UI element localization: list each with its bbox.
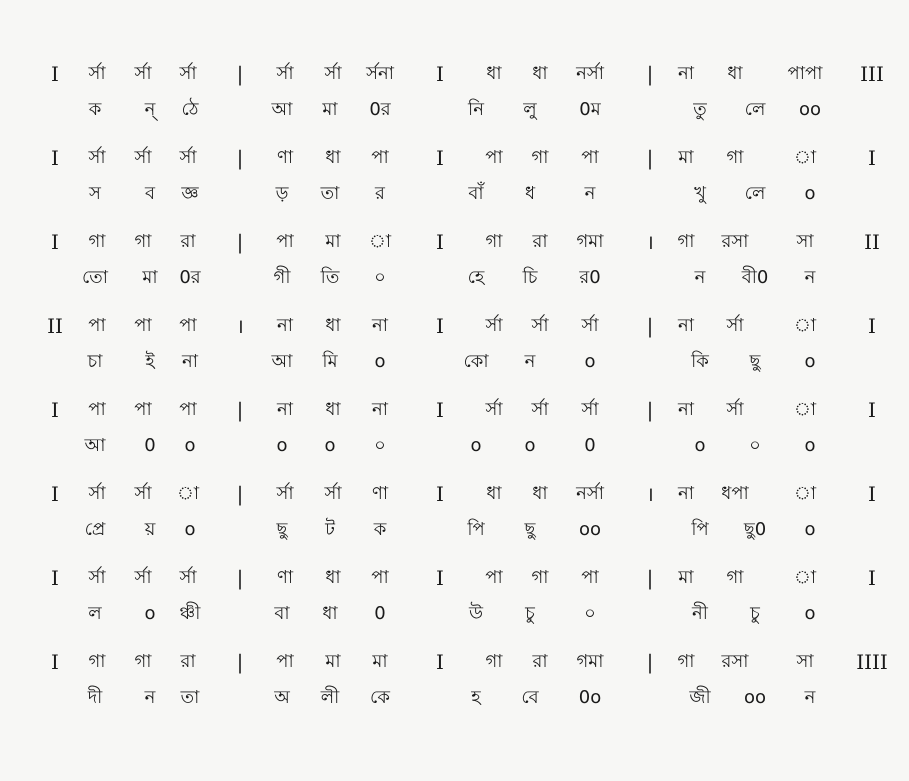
swara-note: র্সা — [485, 399, 503, 420]
lyric-syllable: চু — [525, 603, 535, 624]
bar-line: I — [51, 650, 59, 674]
swara-note: গা — [726, 147, 744, 168]
bar-line: IIII — [856, 650, 888, 674]
lyric-syllable: o — [804, 183, 816, 204]
lyric-line — [0, 510, 909, 550]
swara-note: গা — [485, 231, 503, 252]
swara-line — [0, 558, 909, 598]
swara-note: না — [678, 63, 694, 84]
swara-note: গা — [88, 651, 106, 672]
lyric-line — [0, 174, 909, 214]
bar-line: I — [868, 482, 876, 506]
swara-note: রসা — [721, 651, 749, 672]
bar-line: | — [236, 398, 244, 422]
swara-line — [0, 474, 909, 514]
lyric-syllable: তো — [81, 267, 109, 288]
swara-note: গা — [134, 231, 152, 252]
swara-note: পা — [276, 651, 294, 672]
bar-line: I — [51, 482, 59, 506]
swara-note: ধা — [532, 63, 548, 84]
bar-line: | — [646, 62, 654, 86]
swara-note: ধা — [532, 483, 548, 504]
lyric-syllable: ন — [804, 687, 816, 708]
lyric-syllable: লে — [744, 99, 766, 120]
swara-note: র্সা — [179, 147, 197, 168]
bar-line: | — [646, 146, 654, 170]
swara-note: গা — [485, 651, 503, 672]
lyric-syllable: পি — [691, 519, 709, 540]
bar-line: I — [868, 566, 876, 590]
swara-note: না — [678, 483, 694, 504]
swara-note: গা — [134, 651, 152, 672]
swara-note: র্সনা — [366, 63, 394, 84]
lyric-syllable: ধা — [322, 603, 338, 624]
swara-note: ণা — [276, 567, 294, 588]
lyric-syllable: o — [276, 435, 288, 456]
lyric-syllable: o — [374, 351, 386, 372]
lyric-syllable: হ — [471, 687, 481, 708]
bar-line: । — [646, 230, 654, 254]
swara-note: পা — [485, 567, 503, 588]
lyric-syllable: বে — [521, 687, 539, 708]
lyric-syllable: অ — [274, 687, 290, 708]
lyric-syllable: 0র — [179, 267, 201, 288]
lyric-syllable: না — [182, 351, 198, 372]
swara-note: গমা — [576, 651, 604, 672]
lyric-syllable: র — [375, 183, 385, 204]
lyric-syllable: ০ — [374, 267, 386, 288]
swara-note: না — [277, 315, 293, 336]
lyric-syllable: ল — [88, 603, 102, 624]
bar-line: । — [646, 482, 654, 506]
bar-line: I — [436, 566, 444, 590]
lyric-syllable: গী — [273, 267, 291, 288]
lyric-syllable: ধ — [524, 183, 536, 204]
lyric-syllable: চু — [750, 603, 760, 624]
bar-line: I — [436, 230, 444, 254]
swara-line — [0, 306, 909, 346]
lyric-syllable: ড় — [275, 183, 289, 204]
lyric-syllable: ছু — [276, 519, 288, 540]
lyric-syllable: ব — [144, 183, 156, 204]
swara-note: র্সা — [324, 483, 342, 504]
swara-note: র্সা — [88, 63, 106, 84]
bar-line: I — [51, 566, 59, 590]
swara-note: না — [372, 399, 388, 420]
swara-note: গা — [531, 567, 549, 588]
swara-note: রসা — [721, 231, 749, 252]
lyric-syllable: নি — [468, 99, 484, 120]
swara-note: পা — [179, 399, 197, 420]
swara-line — [0, 222, 909, 262]
swara-note: পা — [134, 315, 152, 336]
bar-line: I — [436, 146, 444, 170]
swara-note: পা — [179, 315, 197, 336]
lyric-syllable: হে — [467, 267, 485, 288]
lyric-syllable: ঠে — [181, 99, 199, 120]
lyric-syllable: ন্ — [144, 99, 156, 120]
lyric-syllable: তু — [693, 99, 707, 120]
lyric-syllable: মা — [322, 99, 338, 120]
swara-note: রা — [532, 651, 548, 672]
swara-note: পা — [485, 147, 503, 168]
lyric-syllable: 0র — [369, 99, 391, 120]
lyric-syllable: o — [184, 435, 196, 456]
swara-note: া — [368, 231, 392, 252]
swara-note: মা — [678, 147, 694, 168]
lyric-syllable: আ — [84, 435, 106, 456]
swara-note: রা — [180, 231, 196, 252]
swara-note: পা — [276, 231, 294, 252]
swara-note: র্সা — [179, 63, 197, 84]
swara-note: া — [793, 567, 817, 588]
lyric-syllable: মা — [142, 267, 158, 288]
swara-note: র্সা — [88, 147, 106, 168]
swara-note: র্সা — [726, 399, 744, 420]
bar-line: III — [860, 62, 884, 86]
swara-note: র্সা — [531, 399, 549, 420]
bar-line: I — [868, 314, 876, 338]
bar-line: I — [51, 62, 59, 86]
swara-note: রা — [532, 231, 548, 252]
swara-note: মা — [325, 231, 341, 252]
lyric-syllable: ঞ্চী — [179, 603, 201, 624]
lyric-syllable: o — [144, 603, 156, 624]
swara-note: না — [678, 399, 694, 420]
lyric-syllable: পি — [467, 519, 485, 540]
swara-note: র্সা — [88, 483, 106, 504]
lyric-syllable: ন — [694, 267, 706, 288]
bar-line: I — [868, 146, 876, 170]
bar-line: । — [236, 314, 244, 338]
lyric-syllable: জ্ঞ — [181, 183, 199, 204]
swara-note: ধা — [325, 147, 341, 168]
lyric-syllable: বী0 — [741, 267, 769, 288]
lyric-syllable: oo — [743, 687, 767, 708]
lyric-syllable: ন — [144, 687, 156, 708]
lyric-syllable: o — [324, 435, 336, 456]
swara-note: র্সা — [134, 63, 152, 84]
lyric-syllable: র0 — [579, 267, 601, 288]
swara-note: সা — [796, 651, 814, 672]
bar-line: I — [436, 398, 444, 422]
lyric-syllable: o — [804, 435, 816, 456]
swara-note: র্সা — [134, 147, 152, 168]
swara-note: নর্সা — [576, 483, 604, 504]
lyric-syllable: উ — [468, 603, 484, 624]
lyric-syllable: কো — [463, 351, 489, 372]
lyric-syllable: খু — [694, 183, 706, 204]
lyric-syllable: o — [694, 435, 706, 456]
lyric-line — [0, 258, 909, 298]
lyric-syllable: ০ — [584, 603, 596, 624]
swara-note: গা — [677, 651, 695, 672]
swara-note: গা — [531, 147, 549, 168]
lyric-syllable: লু — [523, 99, 537, 120]
lyric-syllable: o — [804, 519, 816, 540]
lyric-syllable: লী — [320, 687, 340, 708]
bar-line: | — [646, 314, 654, 338]
lyric-syllable: বা — [274, 603, 290, 624]
swara-note: পা — [88, 315, 106, 336]
lyric-syllable: ০ — [374, 435, 386, 456]
swara-note: ণা — [276, 147, 294, 168]
swara-note: রা — [180, 651, 196, 672]
swara-note: ধপা — [721, 483, 749, 504]
swara-note: পা — [134, 399, 152, 420]
lyric-syllable: o — [470, 435, 482, 456]
lyric-syllable: নী — [692, 603, 708, 624]
bar-line: II — [864, 230, 880, 254]
bar-line: I — [436, 650, 444, 674]
bar-line: I — [51, 230, 59, 254]
swara-note: পাপা — [787, 63, 823, 84]
lyric-syllable: তা — [320, 183, 340, 204]
lyric-syllable: আ — [271, 99, 293, 120]
bar-line: | — [646, 398, 654, 422]
swara-note: র্সা — [324, 63, 342, 84]
swara-note: না — [372, 315, 388, 336]
bar-line: | — [236, 650, 244, 674]
swara-note: র্সা — [581, 399, 599, 420]
bar-line: | — [236, 482, 244, 506]
lyric-syllable: লে — [744, 183, 766, 204]
bar-line: | — [646, 650, 654, 674]
bar-line: I — [436, 62, 444, 86]
lyric-syllable: o — [184, 519, 196, 540]
swara-note: গা — [677, 231, 695, 252]
lyric-syllable: ছু0 — [743, 519, 767, 540]
lyric-syllable: কি — [691, 351, 709, 372]
swara-note: ধা — [486, 63, 502, 84]
lyric-syllable: দী — [87, 687, 103, 708]
swara-note: না — [277, 399, 293, 420]
lyric-syllable: প্রে — [84, 519, 106, 540]
bar-line: | — [236, 566, 244, 590]
lyric-line — [0, 678, 909, 718]
swara-note: না — [678, 315, 694, 336]
swara-note: র্সা — [581, 315, 599, 336]
lyric-syllable: o — [584, 351, 596, 372]
swara-note: া — [793, 483, 817, 504]
swara-note: ধা — [727, 63, 743, 84]
swara-line — [0, 54, 909, 94]
bar-line: I — [436, 482, 444, 506]
swara-note: সা — [796, 231, 814, 252]
swara-note: ণা — [371, 483, 389, 504]
bar-line: | — [236, 62, 244, 86]
swara-note: গা — [726, 567, 744, 588]
bar-line: | — [646, 566, 654, 590]
lyric-syllable: 0ম — [579, 99, 601, 120]
lyric-syllable: 0 — [584, 435, 596, 456]
swara-note: র্সা — [134, 567, 152, 588]
swara-note: পা — [581, 567, 599, 588]
swara-note: পা — [371, 147, 389, 168]
swara-note: মা — [372, 651, 388, 672]
lyric-line — [0, 426, 909, 466]
swara-note: ধা — [325, 315, 341, 336]
swara-line — [0, 642, 909, 682]
swara-note: া — [793, 315, 817, 336]
swara-note: পা — [581, 147, 599, 168]
bar-line: I — [436, 314, 444, 338]
lyric-syllable: বাঁ — [468, 183, 484, 204]
lyric-syllable: ই — [145, 351, 155, 372]
lyric-syllable: oo — [798, 99, 822, 120]
lyric-syllable: ছু — [749, 351, 761, 372]
swara-note: র্সা — [531, 315, 549, 336]
bar-line: | — [236, 146, 244, 170]
lyric-line — [0, 594, 909, 634]
lyric-syllable: ছু — [524, 519, 536, 540]
lyric-syllable: ন — [584, 183, 596, 204]
lyric-syllable: oo — [578, 519, 602, 540]
swara-note: া — [793, 399, 817, 420]
lyric-syllable: ক — [88, 99, 102, 120]
lyric-syllable: তা — [180, 687, 200, 708]
bar-line: II — [47, 314, 63, 338]
swara-note: র্সা — [88, 567, 106, 588]
lyric-syllable: তি — [320, 267, 340, 288]
bar-line: I — [868, 398, 876, 422]
lyric-syllable: ০ — [749, 435, 761, 456]
lyric-syllable: স — [89, 183, 101, 204]
lyric-line — [0, 342, 909, 382]
lyric-syllable: কে — [370, 687, 390, 708]
bar-line: I — [51, 398, 59, 422]
swara-line — [0, 390, 909, 430]
swara-note: গমা — [576, 231, 604, 252]
swara-line — [0, 138, 909, 178]
lyric-syllable: য় — [144, 519, 156, 540]
swara-note: নর্সা — [576, 63, 604, 84]
swara-note: র্সা — [726, 315, 744, 336]
lyric-syllable: চি — [522, 267, 538, 288]
lyric-syllable: চা — [87, 351, 103, 372]
lyric-syllable: o — [804, 603, 816, 624]
bar-line: | — [236, 230, 244, 254]
lyric-syllable: ন — [524, 351, 536, 372]
lyric-syllable: 0 — [144, 435, 156, 456]
swara-note: পা — [88, 399, 106, 420]
swara-note: র্সা — [276, 483, 294, 504]
swara-note: র্সা — [485, 315, 503, 336]
swara-note: র্সা — [179, 567, 197, 588]
lyric-syllable: আ — [271, 351, 293, 372]
swara-note: ধা — [325, 399, 341, 420]
swara-note: মা — [325, 651, 341, 672]
lyric-line — [0, 90, 909, 130]
swara-note: র্সা — [276, 63, 294, 84]
lyric-syllable: মি — [322, 351, 338, 372]
swara-note: া — [793, 147, 817, 168]
lyric-syllable: o — [524, 435, 536, 456]
lyric-syllable: জী — [689, 687, 711, 708]
swara-note: মা — [678, 567, 694, 588]
lyric-syllable: 0o — [578, 687, 602, 708]
swara-note: ধা — [325, 567, 341, 588]
lyric-syllable: 0 — [374, 603, 386, 624]
bar-line: I — [51, 146, 59, 170]
lyric-syllable: ট — [325, 519, 335, 540]
swara-note: র্সা — [134, 483, 152, 504]
lyric-syllable: ন — [804, 267, 816, 288]
swara-note: পা — [371, 567, 389, 588]
lyric-syllable: ক — [373, 519, 387, 540]
swara-note: ধা — [486, 483, 502, 504]
lyric-syllable: o — [804, 351, 816, 372]
swara-note: া — [176, 483, 200, 504]
swara-note: গা — [88, 231, 106, 252]
